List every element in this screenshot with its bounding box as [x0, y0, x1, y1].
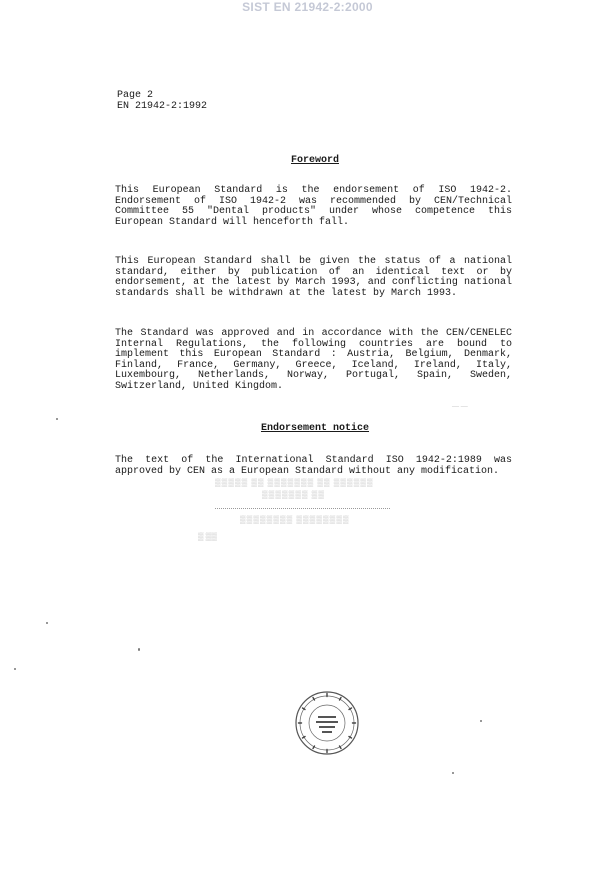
scan-speck — [138, 648, 140, 651]
page-number: Page 2 — [117, 90, 154, 101]
scan-speck — [46, 622, 48, 624]
faint-stamp-line-3: ▒▒▒▒▒▒▒▒ ▒▒▒▒▒▒▒▒ — [240, 515, 350, 524]
faint-stamp-line-4: ▒ ▒▒ — [198, 532, 218, 541]
endorsement-text: The text of the International Standard ISO 1942-2:1989 was approved by CEN as a European Standard without any modification. — [115, 455, 512, 477]
dotted-signature-line — [215, 508, 390, 509]
foreword-paragraph-2: This European Standard shall be given the status of a national standard, either by publication of an identical text or by endorsement, at the latest by March 1993, and conflicting national standards shall be withdrawn at the latest by March 1993. — [115, 256, 512, 299]
foreword-paragraph-1: This European Standard is the endorsement of ISO 1942-2. Endorsement of ISO 1942-2 was recommended by CEN/Technical Committee 55 "Dental products" under whose competence this European Standard will henceforth fall. — [115, 185, 512, 228]
scan-speck — [452, 772, 454, 774]
page-header — [117, 90, 207, 112]
faint-mark: — — — [452, 402, 468, 410]
foreword-heading: Foreword — [290, 155, 339, 166]
scan-speck — [56, 418, 58, 420]
official-seal-stamp — [294, 690, 360, 756]
scan-speck — [480, 720, 482, 722]
document-id: EN 21942-2:1992 — [117, 101, 208, 112]
scan-speck — [14, 668, 16, 670]
faint-stamp-line-1: ▒▒▒▒▒ ▒▒ ▒▒▒▒▒▒▒ ▒▒ ▒▒▒▒▒▒ — [215, 478, 374, 487]
faint-stamp-line-2: ▒▒▒▒▒▒▒ ▒▒ — [262, 490, 326, 499]
endorsement-heading: Endorsement notice — [260, 423, 370, 434]
foreword-paragraph-3: The Standard was approved and in accordance with the CEN/CENELEC Internal Regulations, the following countries are bound to implement this European Standard : Austria, Belgium, Denmark, Finland, France, Germany, Greece, Iceland, Ireland, Italy, Luxembourg, Netherlands, Norway, Portugal, Spain, Sweden, Switzerland, United Kingdom. — [115, 328, 512, 392]
document-watermark: SIST EN 21942-2:2000 — [242, 0, 373, 14]
